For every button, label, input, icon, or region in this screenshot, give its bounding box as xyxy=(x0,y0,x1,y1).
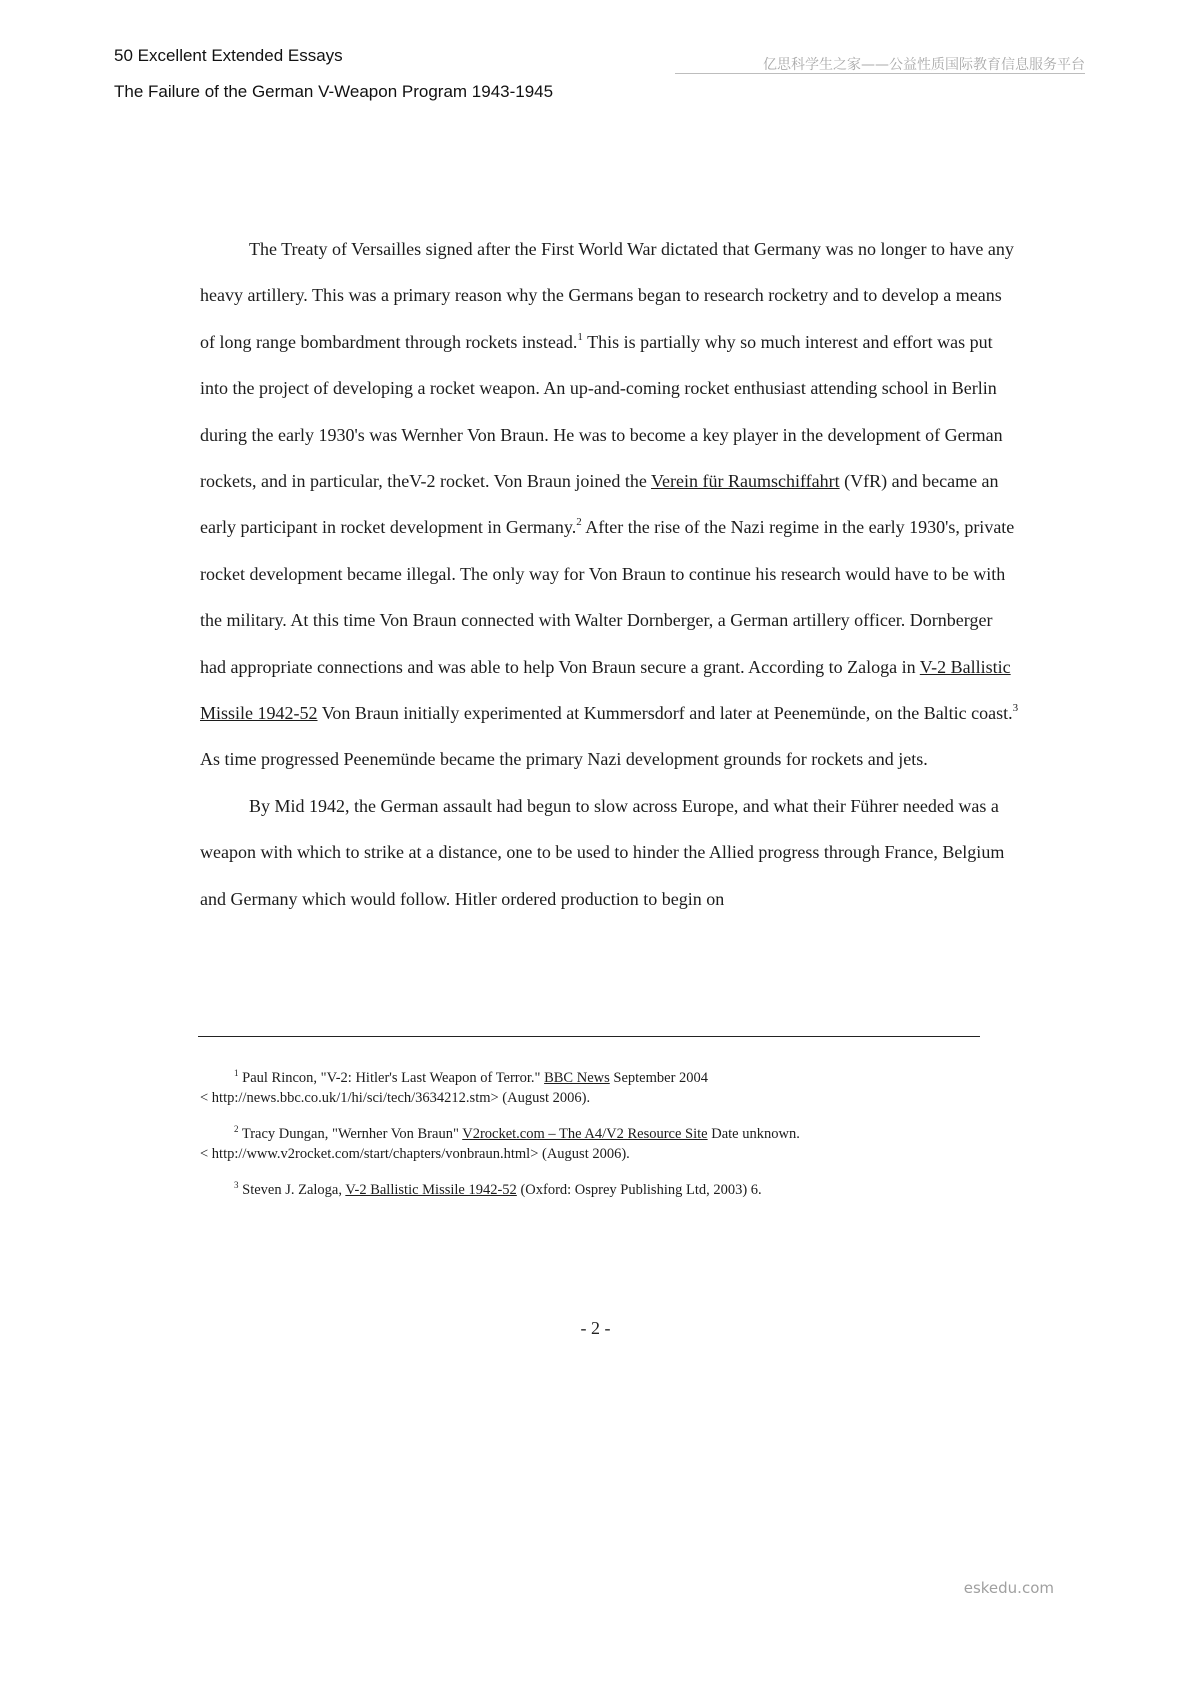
book-title-underlined: V-2 Ballistic Missile 1942-52 xyxy=(200,656,1011,724)
footnote-1-number: 1 xyxy=(234,1068,239,1078)
watermark: eskedu.com xyxy=(963,1579,1054,1597)
footnote-3 xyxy=(200,1180,1020,1200)
site-banner: 亿思科学生之家——公益性质国际教育信息服务平台 xyxy=(763,57,1085,73)
paragraph-1-text-f: As time progressed Peenemünde became the primary Nazi development grounds for rockets and jets. xyxy=(200,749,928,770)
paragraph-1 xyxy=(200,226,1020,783)
footnote-1-url: < http://news.bbc.co.uk/1/hi/sci/tech/3634212.stm> (August 2006). xyxy=(200,1090,591,1106)
footnote-ref-1[interactable]: 1 xyxy=(577,330,583,343)
paragraph-2: By Mid 1942, the German assault had begun to slow across Europe, and what their Führer needed was a weapon with which to strike at a distance, one to be used to hinder the Allied progress through France, Belgium and Germany which would follow. Hitler ordered production to begin on xyxy=(200,795,1005,909)
footnote-3-source: V-2 Ballistic Missile 1942-52 xyxy=(345,1182,517,1198)
page-number: - 2 - xyxy=(580,1318,611,1338)
footnote-divider xyxy=(198,1036,980,1037)
footnote-2 xyxy=(200,1124,1020,1164)
paragraph-1-text-c: (VfR) and became an early participant in rocket development in Germany. xyxy=(200,471,999,538)
essay-body xyxy=(200,226,1020,922)
footnote-2-url: < http://www.v2rocket.com/start/chapters/vonbraun.html> (August 2006). xyxy=(200,1146,630,1162)
footnote-ref-2[interactable]: 2 xyxy=(576,516,582,529)
footnote-3-number: 3 xyxy=(234,1180,239,1190)
footnote-2-text-b: Date unknown. xyxy=(707,1126,800,1142)
footnote-2-number: 2 xyxy=(234,1124,239,1134)
footnote-3-text-b: (Oxford: Osprey Publishing Ltd, 2003) 6. xyxy=(516,1182,762,1198)
header-divider xyxy=(675,73,1085,74)
paragraph-1-text-a: The Treaty of Versailles signed after the First World War dictated that Germany was no longer to have any heavy artillery. This was a primary reason why the Germans began to research rocketry and to develop a means of long range bombardment through rockets instead. xyxy=(200,239,1014,352)
footnotes xyxy=(200,1068,1020,1216)
essay-title: The Failure of the German V-Weapon Program 1943-1945 xyxy=(114,82,554,101)
vfr-title-underlined: Verein für Raumschiffahrt xyxy=(651,471,840,492)
footnote-2-source: V2rocket.com – The A4/V2 Resource Site xyxy=(462,1126,708,1142)
paragraph-1-text-e: Von Braun initially experimented at Kummersdorf and later at Peenemünde, on the Baltic coast. xyxy=(317,703,1013,724)
footnote-1 xyxy=(200,1068,1020,1108)
book-title: 50 Excellent Extended Essays xyxy=(114,46,343,65)
footnote-1-text-b: September 2004 xyxy=(609,1070,709,1086)
paragraph-1-text-d: After the rise of the Nazi regime in the early 1930's, private rocket development became illegal. The only way for Von Braun to continue his research would have to be with the military. At this time Von Braun connected with Walter Dornberger, a German artillery officer. Dornberger had appropriate connections and was able to help Von Braun secure a grant. According to Zaloga in xyxy=(200,517,1015,677)
footnote-3-text-a: Steven J. Zaloga, xyxy=(238,1182,346,1198)
footnote-2-text-a: Tracy Dungan, "Wernher Von Braun" xyxy=(238,1126,463,1142)
paragraph-1-text-b: This is partially why so much interest and effort was put into the project of developing a rocket weapon. An up-and-coming rocket enthusiast attending school in Berlin during the early 1930's was Wernher Von Braun. He was to become a key player in the development of German rockets, and in particular, theV-2 rocket. Von Braun joined the xyxy=(200,331,1003,492)
footnote-1-text-a: Paul Rincon, "V-2: Hitler's Last Weapon of Terror." xyxy=(238,1070,545,1086)
footnote-ref-3[interactable]: 3 xyxy=(1012,702,1019,715)
footnote-1-source: BBC News xyxy=(544,1070,610,1086)
